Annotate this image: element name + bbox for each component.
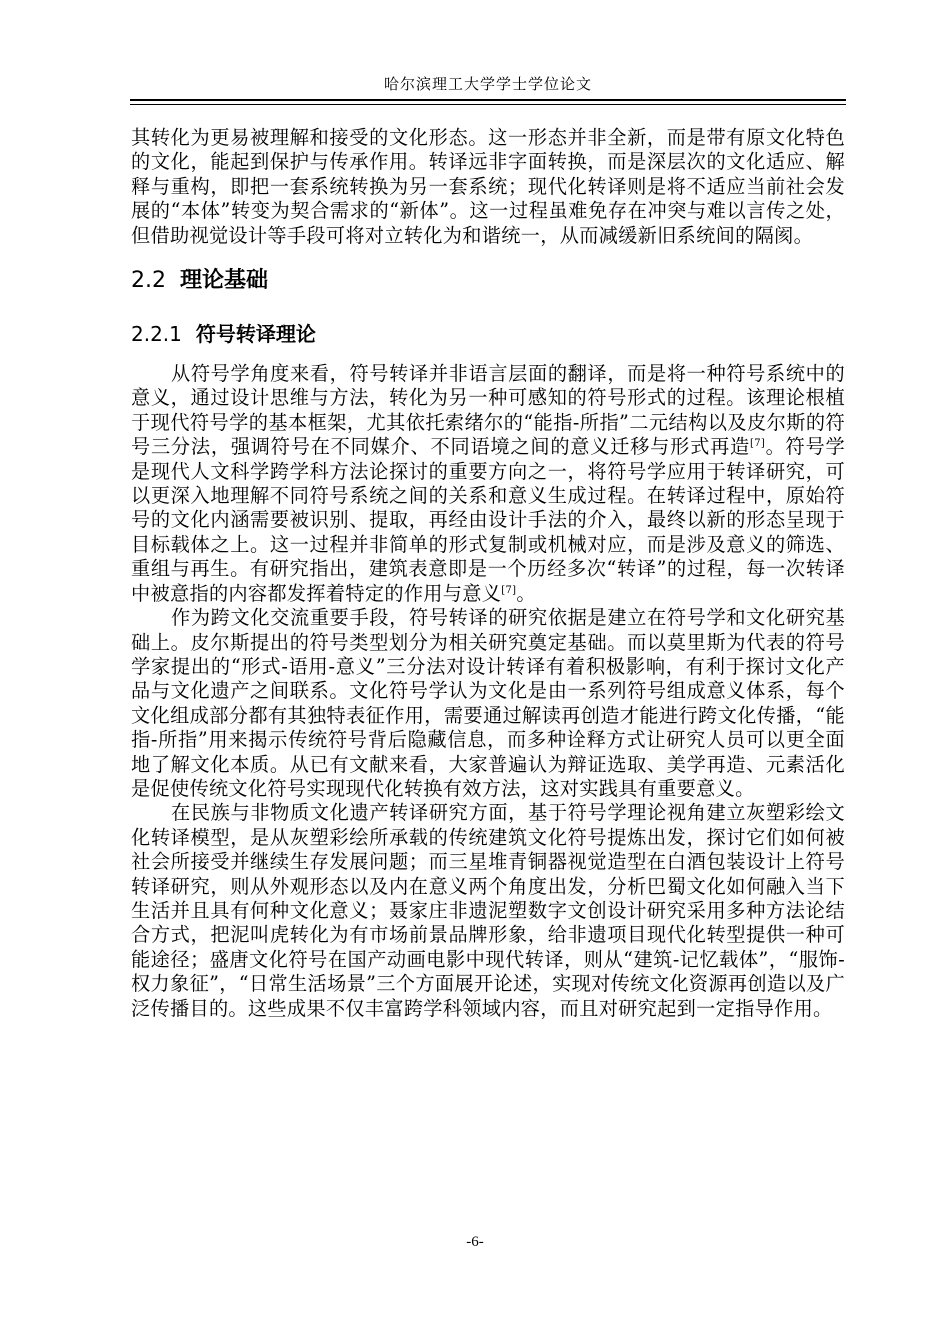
subsection-heading [131,320,845,348]
body-paragraph-1 [131,362,845,606]
intro-paragraph: 其转化为更易被理解和接受的文化形态。这一形态并非全新，而是带有原文化特色的文化，能起到保护与传承作用。转译远非字面转换，而是深层次的文化适应、解释与重构，即把一套系统转换为另一套系统；现代化转译则是将不适应当前社会发展的“本体”转变为契合需求的“新体”。这一过程虽难免存在冲突与难以言传之处，但借助视觉设计等手段可将对立转化为和谐统一，从而减缓新旧系统间的隔阂。 [131,126,845,247]
header-rule-thick [130,99,846,101]
citation-ref: [7] [750,438,766,450]
paragraph1-text-c: 。 [516,581,536,605]
section-heading [131,266,845,296]
body-paragraph-3: 在民族与非物质文化遗产转译研究方面，基于符号学理论视角建立灰塑彩绘文化转译模型，是从灰塑彩绘所承载的传统建筑文化符号提炼出发，探讨它们如何被社会所接受并继续生存发展问题；而三星堆青铜器视觉造型在白酒包装设计上符号转译研究，则从外观形态以及内在意义两个角度出发，分析巴蜀文化如何融入当下生活并且具有何种文化意义；聂家庄非遗泥塑数字文创设计研究采用多种方法论结合方式，把泥叫虎转化为有市场前景品牌形象，给非遗项目现代化转型提供一种可能途径；盛唐文化符号在国产动画电影中现代转译，则从“建筑-记忆载体”，“服饰-权力象征”，“日常生活场景”三个方面展开论述，实现对传统文化资源再创造以及广泛传播目的。这些成果不仅丰富跨学科领域内容，而且对研究起到一定指导作用。 [131,801,845,1020]
citation-ref: [7] [501,584,517,596]
page-body [131,126,845,1021]
section-title: 理论基础 [180,268,269,294]
subsection-number: 2.2.1 [131,322,182,347]
section-number: 2.2 [131,268,166,294]
body-paragraph-2: 作为跨文化交流重要手段，符号转译的研究依据是建立在符号学和文化研究基础上。皮尔斯提出的符号类型划分为相关研究奠定基础。而以莫里斯为代表的符号学家提出的“形式-语用-意义”三分法对设计转译有着积极影响，有利于探讨文化产品与文化遗产之间联系。文化符号学认为文化是由一系列符号组成意义体系，每个文化组成部分都有其独特表征作用，需要通过解读再创造才能进行跨文化传播，“能指-所指”用来揭示传统符号背后隐藏信息，而多种诠释方式让研究人员可以更全面地了解文化本质。从已有文献来看，大家普遍认为辩证选取、美学再造、元素活化是促使传统文化符号实现现代化转换有效方法，这对实践具有重要意义。 [131,606,845,800]
subsection-title: 符号转译理论 [195,322,316,347]
running-header: 哈尔滨理工大学学士学位论文 [383,75,592,93]
page-number: -6- [466,1234,484,1250]
header-rule-thin [130,104,846,105]
paragraph1-text-a: 从符号学角度来看，符号转译并非语言层面的翻译，而是将一种符号系统中的意义，通过设计思维与方法，转化为另一种可感知的符号形式的过程。该理论根植于现代符号学的基本框架，尤其依托索绪尔的“能指-所指”二元结构以及皮尔斯的符号三分法，强调符号在不同媒介、不同语境之间的意义迁移与形式再造 [131,362,845,459]
paragraph1-text-b: 。符号学是现代人文科学跨学科方法论探讨的重要方向之一，将符号学应用于转译研究，可以更深入地理解不同符号系统之间的关系和意义生成过程。在转译过程中，原始符号的文化内涵需要被识别、提取，再经由设计手法的介入，最终以新的形态呈现于目标载体之上。这一过程并非简单的形式复制或机械对应，而是涉及意义的筛选、重组与再生。有研究指出，建筑表意即是一个历经多次“转译”的过程，每一次转译中被意指的内容都发挥着特定的作用与意义 [131,435,845,605]
